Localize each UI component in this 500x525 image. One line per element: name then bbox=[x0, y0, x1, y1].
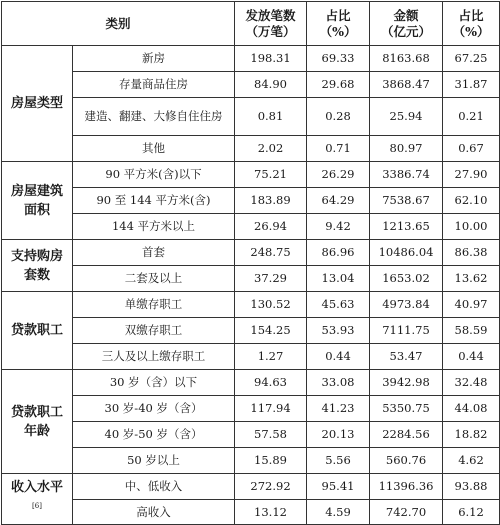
loan-count-cell: 117.94 bbox=[235, 396, 307, 422]
header-loan-count: 发放笔数 （万笔） bbox=[235, 2, 307, 46]
table-row bbox=[2, 240, 500, 266]
table-row bbox=[2, 214, 500, 240]
row-label: 90 至 144 平方米(含) bbox=[73, 188, 235, 214]
table-row bbox=[2, 266, 500, 292]
amount-share-cell: 6.12 bbox=[443, 500, 500, 525]
amount-cell: 5350.75 bbox=[370, 396, 443, 422]
table-row bbox=[2, 422, 500, 448]
amount-share-cell: 44.08 bbox=[443, 396, 500, 422]
group-label-floor-area: 房屋建筑 面积 bbox=[2, 162, 73, 240]
amount-cell: 10486.04 bbox=[370, 240, 443, 266]
amount-cell: 3868.47 bbox=[370, 72, 443, 98]
amount-share-cell: 40.97 bbox=[443, 292, 500, 318]
amount-cell: 1653.02 bbox=[370, 266, 443, 292]
count-share-cell: 29.68 bbox=[307, 72, 370, 98]
table-row bbox=[2, 500, 500, 525]
amount-share-cell: 18.82 bbox=[443, 422, 500, 448]
count-share-cell: 53.93 bbox=[307, 318, 370, 344]
table-row bbox=[2, 72, 500, 98]
header-amount: 金额 （亿元） bbox=[370, 2, 443, 46]
count-share-cell: 41.23 bbox=[307, 396, 370, 422]
row-label: 90 平方米(含)以下 bbox=[73, 162, 235, 188]
footnote-marker: [6] bbox=[32, 502, 42, 511]
loan-count-cell: 15.89 bbox=[235, 448, 307, 474]
amount-share-cell: 13.62 bbox=[443, 266, 500, 292]
amount-cell: 1213.65 bbox=[370, 214, 443, 240]
table-row bbox=[2, 162, 500, 188]
count-share-cell: 0.28 bbox=[307, 98, 370, 136]
loan-count-cell: 183.89 bbox=[235, 188, 307, 214]
table-row bbox=[2, 98, 500, 136]
amount-share-cell: 27.90 bbox=[443, 162, 500, 188]
amount-cell: 8163.68 bbox=[370, 46, 443, 72]
table-row bbox=[2, 188, 500, 214]
loan-count-cell: 0.81 bbox=[235, 98, 307, 136]
table-row bbox=[2, 318, 500, 344]
group-label-borrower-age: 贷款职工 年龄 bbox=[2, 370, 73, 474]
table-row bbox=[2, 370, 500, 396]
count-share-cell: 5.56 bbox=[307, 448, 370, 474]
header-amount-share: 占比 （%） bbox=[443, 2, 500, 46]
loan-count-cell: 57.58 bbox=[235, 422, 307, 448]
amount-cell: 4973.84 bbox=[370, 292, 443, 318]
row-label: 存量商品住房 bbox=[73, 72, 235, 98]
amount-share-cell: 10.00 bbox=[443, 214, 500, 240]
amount-share-cell: 0.67 bbox=[443, 136, 500, 162]
loan-count-cell: 84.90 bbox=[235, 72, 307, 98]
amount-share-cell: 4.62 bbox=[443, 448, 500, 474]
loan-statistics-table bbox=[1, 1, 500, 525]
loan-count-cell: 13.12 bbox=[235, 500, 307, 525]
loan-count-cell: 37.29 bbox=[235, 266, 307, 292]
table-row bbox=[2, 292, 500, 318]
loan-count-cell: 154.25 bbox=[235, 318, 307, 344]
row-label: 三人及以上缴存职工 bbox=[73, 344, 235, 370]
count-share-cell: 95.41 bbox=[307, 474, 370, 500]
count-share-cell: 0.44 bbox=[307, 344, 370, 370]
count-share-cell: 13.04 bbox=[307, 266, 370, 292]
table-row bbox=[2, 46, 500, 72]
amount-cell: 53.47 bbox=[370, 344, 443, 370]
amount-cell: 7538.67 bbox=[370, 188, 443, 214]
row-label: 建造、翻建、大修自住住房 bbox=[73, 98, 235, 136]
amount-share-cell: 67.25 bbox=[443, 46, 500, 72]
group-label-borrower-type: 贷款职工 bbox=[2, 292, 73, 370]
amount-share-cell: 86.38 bbox=[443, 240, 500, 266]
amount-cell: 25.94 bbox=[370, 98, 443, 136]
amount-share-cell: 0.21 bbox=[443, 98, 500, 136]
amount-cell: 3386.74 bbox=[370, 162, 443, 188]
table-row bbox=[2, 344, 500, 370]
row-label: 高收入 bbox=[73, 500, 235, 525]
amount-cell: 80.97 bbox=[370, 136, 443, 162]
table-row bbox=[2, 396, 500, 422]
header-row bbox=[2, 2, 500, 46]
row-label: 单缴存职工 bbox=[73, 292, 235, 318]
loan-count-cell: 26.94 bbox=[235, 214, 307, 240]
table-row bbox=[2, 474, 500, 500]
amount-share-cell: 31.87 bbox=[443, 72, 500, 98]
row-label: 144 平方米以上 bbox=[73, 214, 235, 240]
amount-share-cell: 0.44 bbox=[443, 344, 500, 370]
loan-count-cell: 1.27 bbox=[235, 344, 307, 370]
count-share-cell: 86.96 bbox=[307, 240, 370, 266]
amount-cell: 11396.36 bbox=[370, 474, 443, 500]
row-label: 30 岁（含）以下 bbox=[73, 370, 235, 396]
amount-share-cell: 62.10 bbox=[443, 188, 500, 214]
table-body bbox=[2, 46, 500, 525]
row-label: 二套及以上 bbox=[73, 266, 235, 292]
row-label: 首套 bbox=[73, 240, 235, 266]
header-category: 类别 bbox=[2, 2, 235, 46]
loan-count-cell: 75.21 bbox=[235, 162, 307, 188]
row-label: 中、低收入 bbox=[73, 474, 235, 500]
count-share-cell: 45.63 bbox=[307, 292, 370, 318]
table-row bbox=[2, 448, 500, 474]
group-label-income-level: 收入水平 [6] bbox=[2, 474, 73, 525]
count-share-cell: 64.29 bbox=[307, 188, 370, 214]
loan-count-cell: 94.63 bbox=[235, 370, 307, 396]
count-share-cell: 33.08 bbox=[307, 370, 370, 396]
row-label: 新房 bbox=[73, 46, 235, 72]
count-share-cell: 20.13 bbox=[307, 422, 370, 448]
row-label: 40 岁-50 岁（含） bbox=[73, 422, 235, 448]
loan-count-cell: 198.31 bbox=[235, 46, 307, 72]
count-share-cell: 0.71 bbox=[307, 136, 370, 162]
table-row bbox=[2, 136, 500, 162]
amount-cell: 3942.98 bbox=[370, 370, 443, 396]
header-count-share: 占比 （%） bbox=[307, 2, 370, 46]
amount-share-cell: 93.88 bbox=[443, 474, 500, 500]
loan-count-cell: 248.75 bbox=[235, 240, 307, 266]
row-label: 50 岁以上 bbox=[73, 448, 235, 474]
amount-cell: 742.70 bbox=[370, 500, 443, 525]
amount-cell: 2284.56 bbox=[370, 422, 443, 448]
count-share-cell: 9.42 bbox=[307, 214, 370, 240]
row-label: 双缴存职工 bbox=[73, 318, 235, 344]
count-share-cell: 26.29 bbox=[307, 162, 370, 188]
count-share-cell: 69.33 bbox=[307, 46, 370, 72]
loan-count-cell: 2.02 bbox=[235, 136, 307, 162]
group-label-house-type: 房屋类型 bbox=[2, 46, 73, 162]
row-label: 30 岁-40 岁（含） bbox=[73, 396, 235, 422]
loan-count-cell: 130.52 bbox=[235, 292, 307, 318]
amount-cell: 560.76 bbox=[370, 448, 443, 474]
amount-share-cell: 32.48 bbox=[443, 370, 500, 396]
loan-count-cell: 272.92 bbox=[235, 474, 307, 500]
amount-share-cell: 58.59 bbox=[443, 318, 500, 344]
group-label-purchase-count: 支持购房 套数 bbox=[2, 240, 73, 292]
count-share-cell: 4.59 bbox=[307, 500, 370, 525]
amount-cell: 7111.75 bbox=[370, 318, 443, 344]
row-label: 其他 bbox=[73, 136, 235, 162]
